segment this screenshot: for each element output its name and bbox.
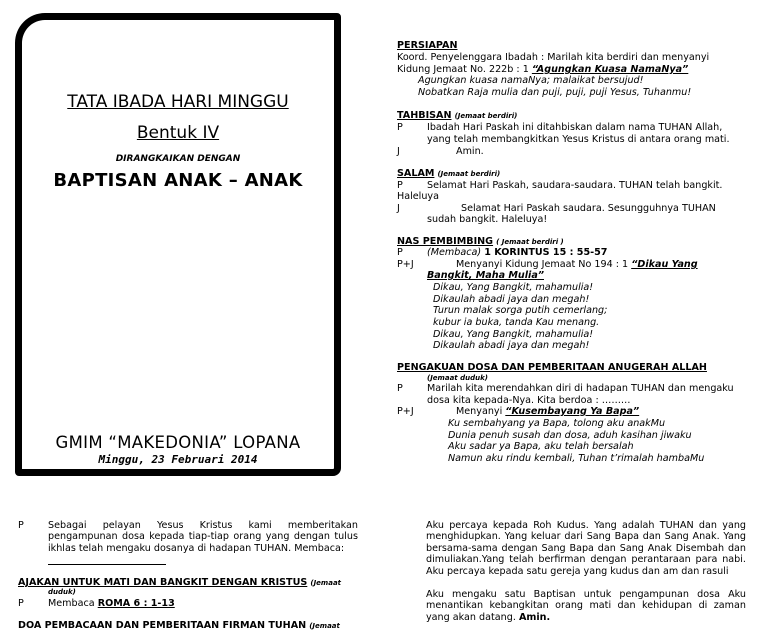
tahbisan-heading-row — [397, 110, 517, 122]
ajakan-heading: AJAKAN UNTUK MATI DAN BANGKIT DENGAN KRISTUS — [18, 577, 308, 588]
cover-frame — [15, 13, 341, 476]
persiapan-line1: Koord. Penyelenggara Ibadah : Marilah kita berdiri dan menyanyi — [397, 52, 710, 63]
tahbisan-note: (Jemaat berdiri) — [454, 112, 518, 120]
ajakan-ref: ROMA 6 : 1-13 — [97, 598, 175, 609]
persiapan-line2 — [397, 64, 688, 75]
tahbisan-p-label: P — [397, 122, 403, 133]
persiapan-line2-pre: Kidung Jemaat No. 222b : 1 — [397, 64, 532, 75]
doa-heading: DOA PEMBACAAN DAN PEMBERITAAN FIRMAN TUHAN — [18, 620, 307, 631]
nas-song-b: Bangkit, Maha Mulia” — [427, 270, 544, 281]
salam-p-line2: Haleluya — [397, 191, 439, 202]
fill-in-line — [48, 564, 166, 565]
salam-j-line2: sudah bangkit. Haleluya! — [427, 214, 548, 225]
absolution-text: Sebagai pelayan Yesus Kristus kami memberitakan pengampunan dosa kepada tiap-tiap orang yang dengan tulus ikhlas telah mengaku dosanya di hadapan TUHAN. Membaca: — [48, 520, 358, 554]
salam-p-label: P — [397, 180, 403, 191]
nas-heading: NAS PEMBIMBING — [397, 236, 494, 247]
pengakuan-lyric-2: Dunia penuh susah dan dosa, aduh kasihan jiwaku — [448, 430, 692, 441]
cover-church: GMIM “MAKEDONIA” LOPANA — [55, 433, 301, 452]
creed-paragraph-1: Aku percaya kepada Roh Kudus. Yang adalah TUHAN dan yang menghidupkan. Yang keluar dari Sang Bapa dan Sang Anak. Yang bersama-sama dengan Sang Bapa dan Sang Anak Disembah dan dimuliakan.Yang telah berfirman dengan perantaraan para nabi. Aku percaya kepada satu gereja yang kudus dan am dan rasuli — [426, 520, 746, 577]
nas-pj-pre: Menyanyi Kidung Jemaat No 194 : 1 — [456, 259, 632, 270]
cover-linked: DIRANGKAIKAN DENGAN — [115, 154, 241, 164]
nas-lyric-3: Turun malak sorga putih cemerlang; — [433, 305, 608, 316]
ajakan-note-b: duduk) — [48, 588, 76, 596]
nas-note: ( Jemaat berdiri ) — [496, 238, 564, 246]
nas-lyric-2: Dikaulah abadi jaya dan megah! — [433, 294, 590, 305]
nas-song-a: “Dikau Yang — [631, 259, 698, 270]
cover-form: Bentuk IV — [136, 123, 220, 143]
absolution-p-label: P — [18, 520, 24, 531]
pengakuan-p-line1: Marilah kita merendahkan diri di hadapan TUHAN dan mengaku — [427, 383, 734, 394]
nas-p-line — [427, 247, 607, 258]
tahbisan-heading: TAHBISAN — [397, 110, 452, 121]
salam-note: (Jemaat berdiri) — [437, 170, 501, 178]
persiapan-lyric1: Agungkan kuasa namaNya; malaikat bersujud! — [418, 75, 644, 86]
persiapan-song: “Agungkan Kuasa NamaNya” — [531, 64, 689, 75]
salam-heading: SALAM — [397, 168, 435, 179]
nas-p-label: P — [397, 247, 403, 258]
creed-amen: Amin. — [518, 611, 551, 623]
pengakuan-pj-label: P+J — [397, 406, 414, 417]
salam-j-line1: Selamat Hari Paskah saudara. Sesungguhnya TUHAN — [461, 203, 716, 214]
pengakuan-p-line2: dosa kita kepada-Nya. Kita berdoa : ……… — [427, 395, 631, 406]
pengakuan-heading: PENGAKUAN DOSA DAN PEMBERITAAN ANUGERAH ALLAH — [397, 362, 707, 373]
pengakuan-lyric-3: Aku sadar ya Bapa, aku telah bersalah — [448, 441, 634, 452]
cover-title: TATA IBADA HARI MINGGU — [67, 92, 289, 112]
nas-pj-line — [456, 259, 698, 270]
ajakan-note-a: (Jemaat — [310, 579, 342, 587]
creed-text-2: Aku mengaku satu Baptisan untuk pengampunan dosa Aku menantikan kebangkitan orang mati dan kehidupan di zaman yang akan datang. — [426, 589, 746, 623]
pengakuan-note: (Jemaat duduk) — [427, 374, 488, 382]
nas-p-ref: 1 KORINTUS 15 : 55-57 — [484, 247, 608, 258]
pengakuan-p-label: P — [397, 383, 403, 394]
pengakuan-lyric-1: Ku sembahyang ya Bapa, tolong aku anakMu — [448, 418, 666, 429]
persiapan-lyric2: Nobatkan Raja mulia dan puji, puji, puji Yesus, Tuhanmu! — [418, 87, 692, 98]
tahbisan-j-text: Amin. — [456, 146, 484, 157]
salam-j-label: J — [397, 203, 400, 214]
pengakuan-pj-line — [456, 406, 639, 417]
ajakan-p-label: P — [18, 598, 24, 609]
pengakuan-song: “Kusembayang Ya Bapa” — [505, 406, 640, 417]
cover-date: Minggu, 23 Februari 2014 — [98, 453, 258, 466]
tahbisan-p-line2: yang telah membangkitkan Yesus Kristus di antara orang mati. — [427, 134, 730, 145]
cover-event: BAPTISAN ANAK – ANAK — [53, 170, 303, 191]
nas-lyric-5: Dikau, Yang Bangkit, mahamulia! — [433, 329, 594, 340]
nas-pj-label: P+J — [397, 259, 414, 270]
doa-heading-row — [18, 620, 340, 632]
creed-paragraph-2 — [426, 589, 746, 623]
persiapan-heading: PERSIAPAN — [397, 40, 458, 51]
tahbisan-j-label: J — [397, 146, 400, 157]
ajakan-p-pre: Membaca — [48, 598, 98, 609]
pengakuan-lyric-4: Namun aku rindu kembali, Tuhan t’rimalah hambaMu — [448, 453, 705, 464]
nas-lyric-4: kubur ia buka, tanda Kau menang. — [433, 317, 600, 328]
doa-note: (Jemaat — [309, 622, 340, 630]
nas-lyric-1: Dikau, Yang Bangkit, mahamulia! — [433, 282, 594, 293]
salam-p-line1: Selamat Hari Paskah, saudara-saudara. TUHAN telah bangkit. — [427, 180, 723, 191]
salam-heading-row — [397, 168, 500, 180]
pengakuan-pj-pre: Menyanyi — [456, 406, 506, 417]
nas-lyric-6: Dikaulah abadi jaya dan megah! — [433, 340, 590, 351]
nas-p-pre: (Membaca) — [427, 247, 485, 258]
ajakan-p-line — [48, 598, 175, 609]
tahbisan-p-line1: Ibadah Hari Paskah ini ditahbiskan dalam nama TUHAN Allah, — [427, 122, 723, 133]
